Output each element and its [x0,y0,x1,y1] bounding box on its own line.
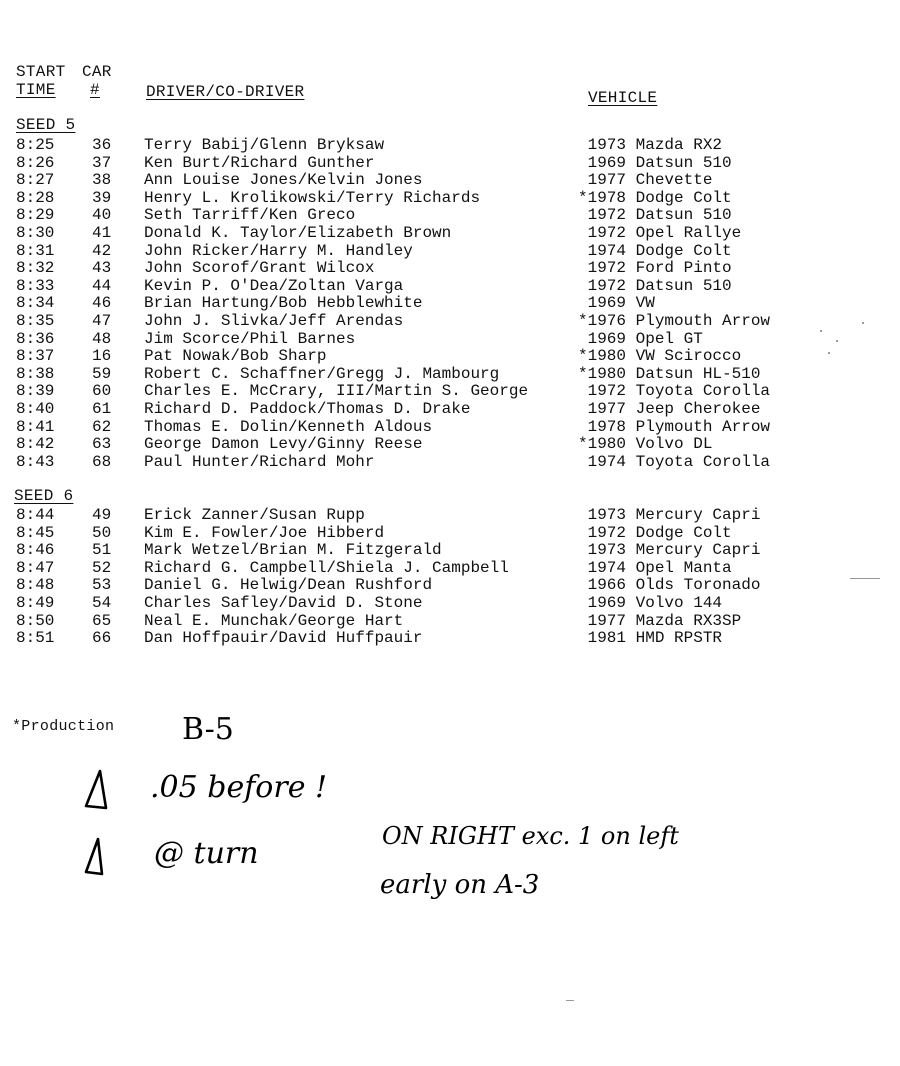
vehicle-cell: 1973 Mercury Capri [578,541,761,560]
scan-speck [862,322,864,324]
table-row [0,348,900,365]
driver-cell: Henry L. Krolikowski/Terry Richards [144,188,481,207]
car-number-cell: 61 [92,400,112,418]
table-row [0,630,900,647]
start-time-cell: 8:45 [16,523,55,542]
header-time-label: TIME [16,81,56,99]
table-row [0,507,900,524]
start-time-cell: 8:51 [16,629,55,648]
table-row [0,419,900,436]
table-row [0,190,900,207]
vehicle-cell: 1977 Jeep Cherokee [578,400,761,418]
seed-6-heading: SEED 6 [14,487,74,505]
driver-cell: John Ricker/Harry M. Handley [144,241,413,260]
car-number-cell: 63 [92,435,112,454]
car-number-cell: 50 [92,523,112,542]
header-vehicle-label: VEHICLE [588,89,658,107]
driver-cell: Charles Safley/David D. Stone [144,594,423,612]
table-row [0,137,900,154]
handwritten-note-right: ON RIGHT exc. 1 on left [382,822,679,850]
start-time-cell: 8:37 [16,347,55,366]
driver-cell: George Damon Levy/Ginny Reese [144,435,423,454]
driver-cell: Ken Burt/Richard Gunther [144,153,375,172]
driver-cell: Kevin P. O'Dea/Zoltan Varga [144,276,404,295]
start-time-cell: 8:44 [16,506,55,524]
scan-speck [820,330,822,332]
driver-cell: Pat Nowak/Bob Sharp [144,347,327,366]
table-row [0,278,900,295]
start-time-cell: 8:29 [16,206,55,225]
car-number-cell: 39 [92,188,112,207]
handwritten-note-before: .05 before ! [150,770,328,805]
driver-cell: John Scorof/Grant Wilcox [144,259,375,278]
vehicle-cell: 1969 Volvo 144 [578,594,723,612]
start-time-cell: 8:36 [16,329,55,348]
header-start-label: START [16,63,66,81]
driver-cell: Richard D. Paddock/Thomas D. Drake [144,400,471,418]
vehicle-cell: 1973 Mercury Capri [578,506,761,524]
vehicle-cell: *1980 Volvo DL [578,435,713,454]
car-number-cell: 16 [92,347,112,366]
driver-cell: Daniel G. Helwig/Dean Rushford [144,576,433,595]
start-time-cell: 8:27 [16,171,55,190]
driver-cell: Donald K. Taylor/Elizabeth Brown [144,224,452,242]
driver-cell: Richard G. Campbell/Shiela J. Campbell [144,558,509,577]
driver-cell: Dan Hoffpauir/David Huffpauir [144,629,423,648]
table-row [0,313,900,330]
vehicle-cell: 1972 Dodge Colt [578,523,732,542]
table-row [0,260,900,277]
start-time-cell: 8:31 [16,241,55,260]
start-time-cell: 8:26 [16,153,55,172]
table-row [0,595,900,612]
vehicle-cell: 1973 Mazda RX2 [578,136,723,154]
start-time-cell: 8:49 [16,594,55,612]
start-time-cell: 8:42 [16,435,55,454]
driver-cell: Neal E. Munchak/George Hart [144,611,404,630]
car-number-cell: 37 [92,153,112,172]
start-time-cell: 8:46 [16,541,55,560]
vehicle-cell: 1969 Datsun 510 [578,153,732,172]
triangle-mark-icon [78,836,108,880]
table-row [0,525,900,542]
car-number-cell: 43 [92,259,112,278]
handwritten-note-early: early on A-3 [380,870,540,900]
start-time-cell: 8:48 [16,576,55,595]
table-row [0,383,900,400]
car-number-cell: 38 [92,171,112,190]
car-number-cell: 66 [92,629,112,648]
car-number-cell: 51 [92,541,112,560]
vehicle-cell: 1972 Opel Rallye [578,224,742,242]
driver-cell: Ann Louise Jones/Kelvin Jones [144,171,423,190]
start-time-cell: 8:38 [16,364,55,383]
table-row [0,436,900,453]
header-driver-label: DRIVER/CO-DRIVER [146,83,305,101]
table-row [0,155,900,172]
car-number-cell: 36 [92,136,112,154]
vehicle-cell: 1977 Chevette [578,171,713,190]
driver-cell: Erick Zanner/Susan Rupp [144,506,365,524]
vehicle-cell: 1972 Toyota Corolla [578,382,771,401]
car-number-cell: 44 [92,276,112,295]
table-row [0,172,900,189]
car-number-cell: 68 [92,452,112,471]
car-number-cell: 53 [92,576,112,595]
start-time-cell: 8:34 [16,294,55,313]
scan-speck [828,352,830,354]
vehicle-cell: 1974 Toyota Corolla [578,452,771,471]
car-number-cell: 54 [92,594,112,612]
driver-cell: Kim E. Fowler/Joe Hibberd [144,523,385,542]
vehicle-cell: *1978 Dodge Colt [578,188,732,207]
seed-5-heading: SEED 5 [16,116,76,134]
car-number-cell: 62 [92,417,112,436]
start-time-cell: 8:39 [16,382,55,401]
driver-cell: Paul Hunter/Richard Mohr [144,452,375,471]
handwritten-note-turn: @ turn [154,836,259,871]
table-row [0,225,900,242]
driver-cell: Jim Scorce/Phil Barnes [144,329,356,348]
handwritten-class-label: B-5 [182,712,234,747]
driver-cell: Terry Babij/Glenn Bryksaw [144,136,385,154]
start-time-cell: 8:25 [16,136,55,154]
car-number-cell: 46 [92,294,112,313]
car-number-cell: 41 [92,224,112,242]
start-time-cell: 8:33 [16,276,55,295]
table-row [0,331,900,348]
production-footnote: *Production [12,718,115,735]
start-time-cell: 8:50 [16,611,55,630]
header-car-number-label: # [90,81,100,99]
start-time-cell: 8:32 [16,259,55,278]
car-number-cell: 60 [92,382,112,401]
table-row [0,454,900,471]
vehicle-cell: 1969 VW [578,294,655,313]
car-number-cell: 48 [92,329,112,348]
vehicle-cell: 1972 Datsun 510 [578,206,732,225]
scan-speck [566,1000,574,1001]
car-number-cell: 40 [92,206,112,225]
vehicle-cell: 1974 Opel Manta [578,558,732,577]
start-time-cell: 8:35 [16,312,55,330]
driver-cell: Robert C. Schaffner/Gregg J. Mambourg [144,364,500,383]
table-row [0,366,900,383]
driver-cell: John J. Slivka/Jeff Arendas [144,312,404,330]
vehicle-cell: 1972 Ford Pinto [578,259,732,278]
vehicle-cell: 1972 Datsun 510 [578,276,732,295]
driver-cell: Brian Hartung/Bob Hebblewhite [144,294,423,313]
table-row [0,613,900,630]
start-time-cell: 8:41 [16,417,55,436]
start-time-cell: 8:28 [16,188,55,207]
start-time-cell: 8:43 [16,452,55,471]
car-number-cell: 65 [92,611,112,630]
driver-cell: Thomas E. Dolin/Kenneth Aldous [144,417,433,436]
start-time-cell: 8:47 [16,558,55,577]
driver-cell: Mark Wetzel/Brian M. Fitzgerald [144,541,442,560]
vehicle-cell: 1977 Mazda RX3SP [578,611,742,630]
vehicle-cell: 1966 Olds Toronado [578,576,761,595]
vehicle-cell: *1976 Plymouth Arrow [578,312,771,330]
table-row [0,295,900,312]
vehicle-cell: *1980 Datsun HL-510 [578,364,761,383]
table-row [0,401,900,418]
driver-cell: Seth Tarriff/Ken Greco [144,206,356,225]
table-row [0,207,900,224]
table-row [0,577,900,594]
vehicle-cell: *1980 VW Scirocco [578,347,742,366]
table-row [0,560,900,577]
table-row [0,542,900,559]
scan-speck [850,578,880,579]
car-number-cell: 42 [92,241,112,260]
table-row [0,243,900,260]
driver-cell: Charles E. McCrary, III/Martin S. George [144,382,529,401]
car-number-cell: 47 [92,312,112,330]
start-time-cell: 8:30 [16,224,55,242]
scan-speck [836,340,838,342]
car-number-cell: 49 [92,506,112,524]
vehicle-cell: 1974 Dodge Colt [578,241,732,260]
car-number-cell: 59 [92,364,112,383]
car-number-cell: 52 [92,558,112,577]
header-car-label: CAR [82,63,112,81]
vehicle-cell: 1978 Plymouth Arrow [578,417,771,436]
start-time-cell: 8:40 [16,400,55,418]
vehicle-cell: 1981 HMD RPSTR [578,629,723,648]
triangle-mark-icon [80,768,110,814]
vehicle-cell: 1969 Opel GT [578,329,703,348]
